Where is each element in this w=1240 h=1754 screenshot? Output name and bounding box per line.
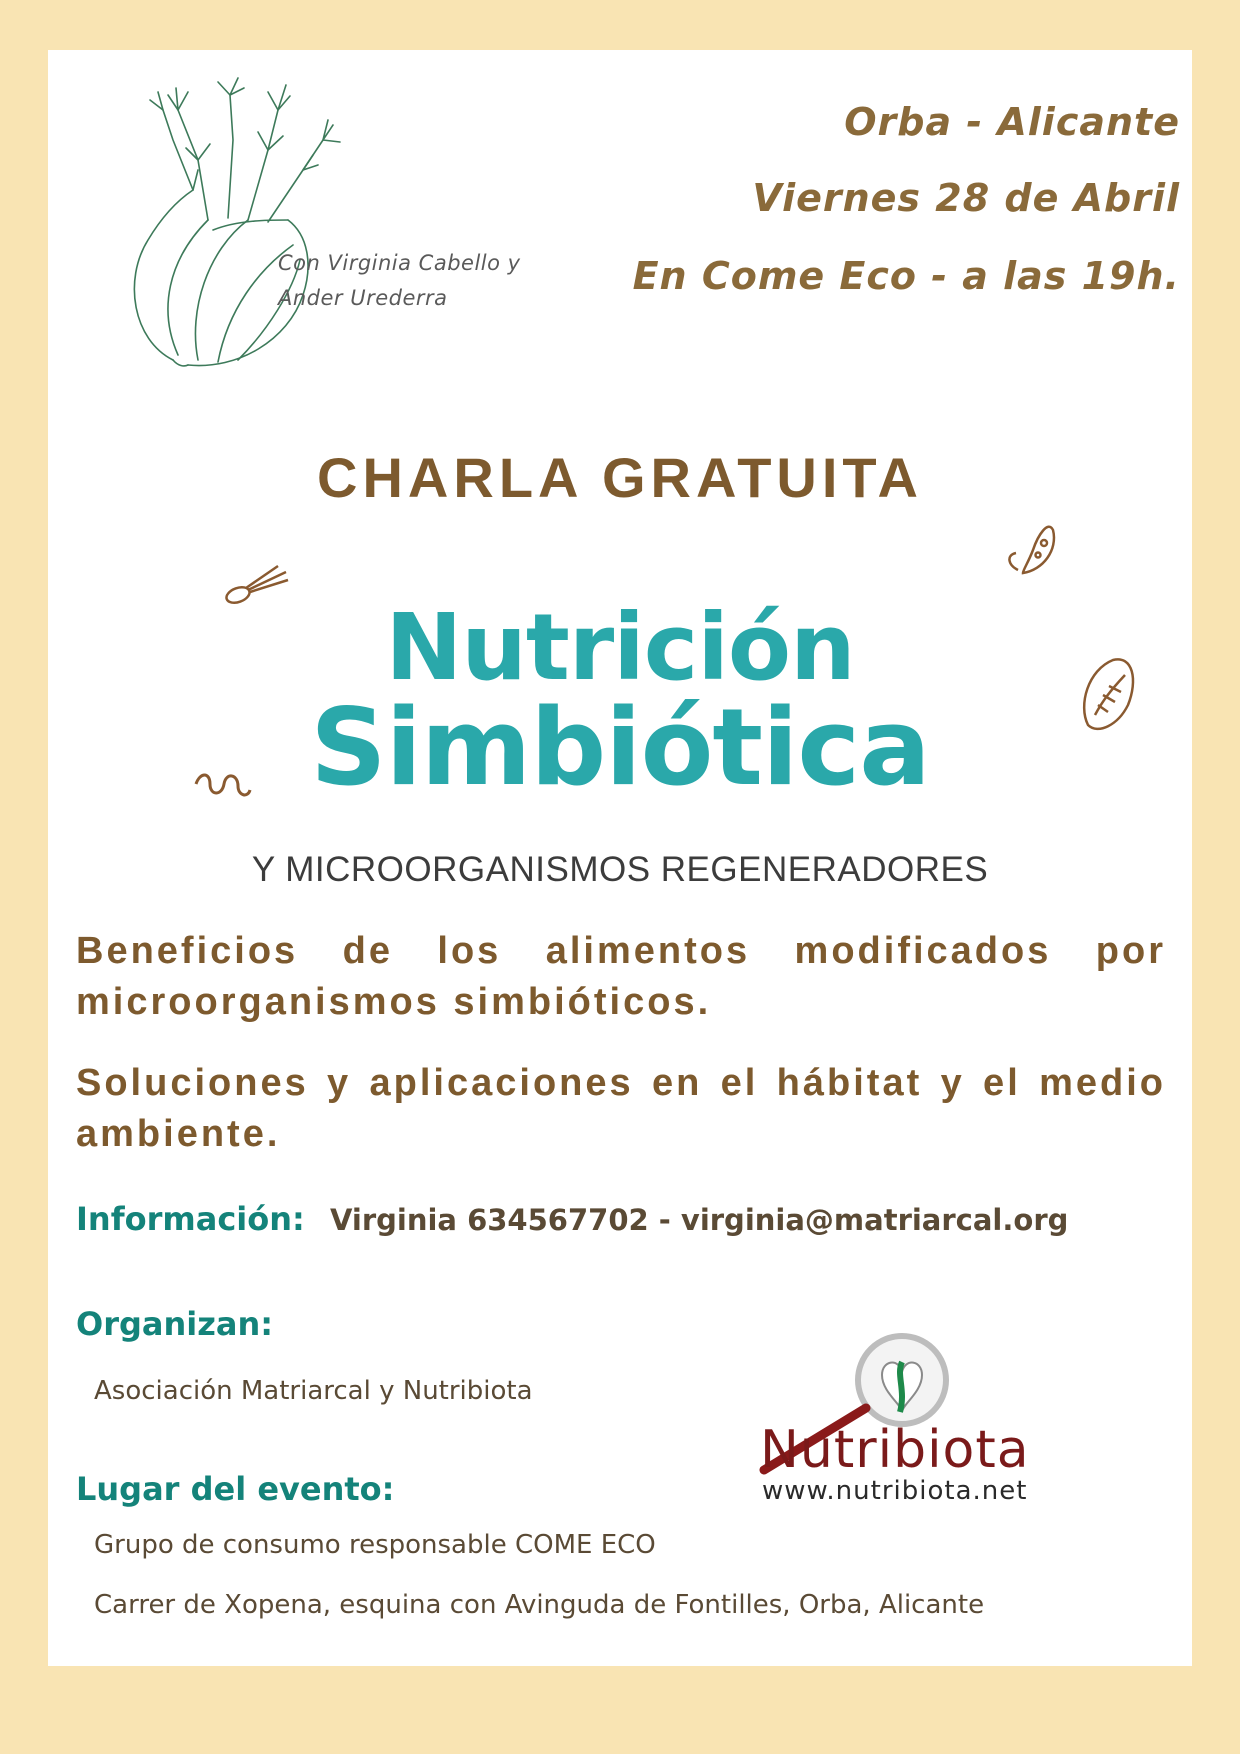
event-venue-time: En Come Eco - a las 19h. (632, 254, 1180, 298)
location-label: Lugar del evento: (76, 1470, 395, 1508)
body-paragraph-1: Beneficios de los alimentos modificados por microorganismos simbióticos. (76, 930, 1166, 1023)
event-date: Viernes 28 de Abril (752, 176, 1180, 220)
banner-heading: CHARLA GRATUITA (317, 446, 923, 509)
organizers-label: Organizan: (76, 1305, 274, 1343)
fennel-illustration (118, 70, 348, 380)
organizers-text: Asociación Matriarcal y Nutribiota (94, 1376, 533, 1406)
event-location: Orba - Alicante (844, 100, 1180, 144)
info-row (76, 1200, 1068, 1238)
microbe-icon (998, 515, 1073, 590)
credits-line-2: Ander Urederra (278, 286, 448, 310)
nutribiota-url[interactable]: www.nutribiota.net (762, 1476, 1028, 1506)
title-line-2: Simbiótica (310, 686, 930, 809)
nutribiota-brand: Nutribiota (760, 1420, 1030, 1480)
flyer-page (48, 50, 1192, 1666)
location-line-1: Grupo de consumo responsable COME ECO (94, 1530, 656, 1560)
title-line-1: Nutrición (385, 594, 855, 701)
info-label: Información: (76, 1200, 305, 1238)
body-paragraph-2: Soluciones y aplicaciones en el hábitat y el medio ambiente. (76, 1062, 1166, 1155)
info-contact: Virginia 634567702 - virginia@matriarcal.org (329, 1203, 1069, 1237)
title-subtitle: Y MICROORGANISMOS REGENERADORES (251, 850, 989, 889)
credits (278, 246, 521, 316)
location-line-2: Carrer de Xopena, esquina con Avinguda de Fontilles, Orba, Alicante (94, 1590, 985, 1620)
credits-line-1: Con Virginia Cabello y (278, 251, 521, 275)
